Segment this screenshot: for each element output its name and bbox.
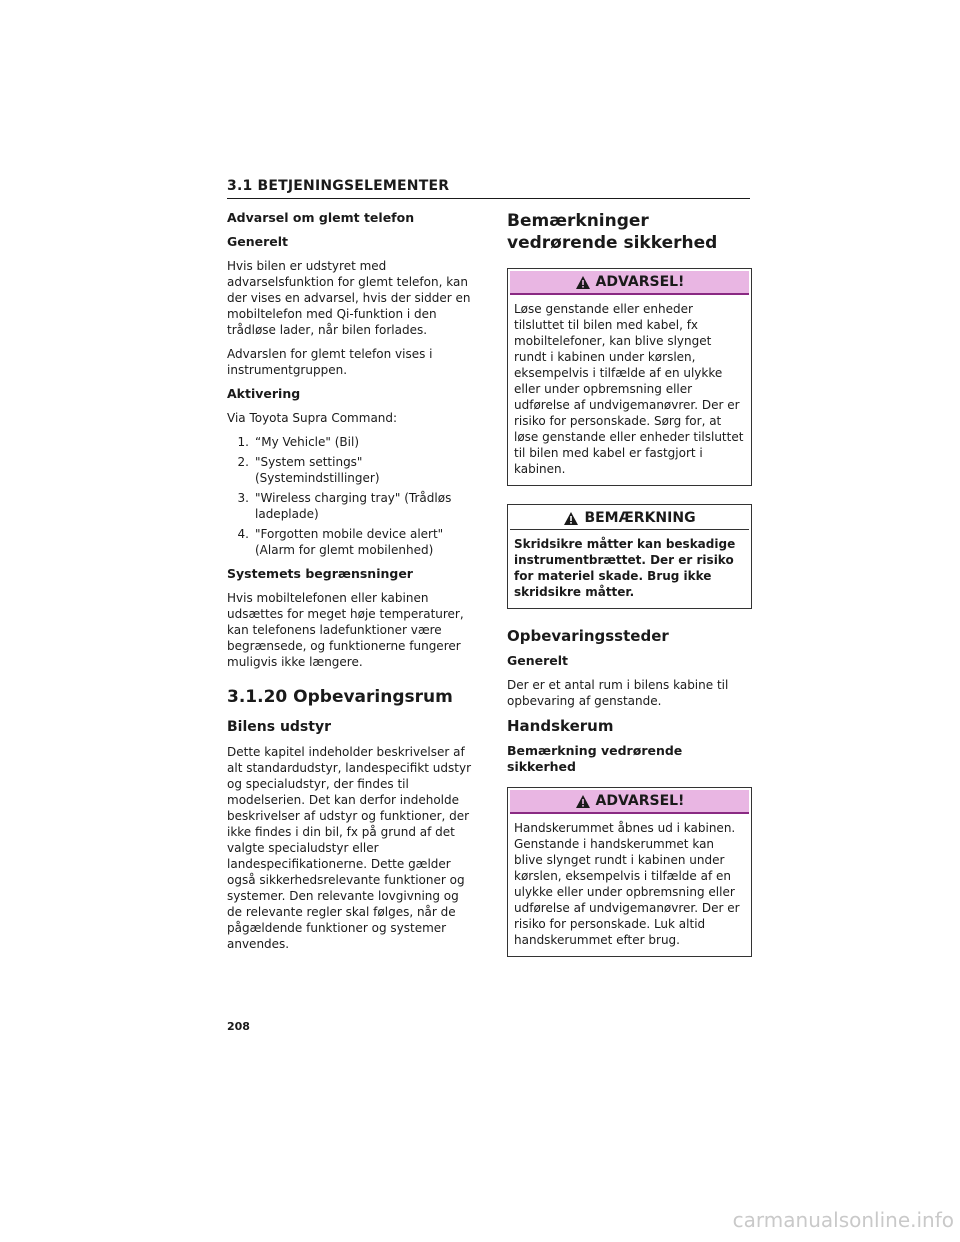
watermark: carmanualsonline.info [732, 1208, 954, 1232]
heading-generelt-right: Generelt [507, 653, 569, 668]
step-text: "Forgotten mobile device alert" (Alarm for glemt mobilenhed) [255, 527, 444, 557]
step-text: "System settings" (Systemindstillinger) [255, 455, 380, 485]
step-number: 2. [237, 455, 249, 469]
warning-title: ADVARSEL! [595, 793, 685, 809]
list-item [227, 490, 477, 522]
notice-title: BEMÆRKNING [584, 510, 696, 526]
page-number: 208 [227, 1020, 250, 1033]
heading-bemaerkning: Bemærkning vedrørende sikkerhed [507, 743, 683, 774]
list-item [227, 454, 477, 486]
step-text: “My Vehicle" (Bil) [255, 435, 359, 449]
paragraph-udstyr: Dette kapitel indeholder beskrivelser af alt standardudstyr, landespecifikt udstyr og specialudstyr, der findes til modelserien. Det kan derfor indeholde beskrivelser af udstyr og funktioner, der ikke findes i din bil, fx på grund af det valgte specialudstyr eller landespecifikationerne. Dette gælder også sikkerhedsrelevante funktioner og systemer. Den relevante lovgivning og de relevante regler skal følges, når de pågældende funktioner og systemer anvendes. [227, 745, 471, 951]
warning-text: Handskerummet åbnes ud i kabinen. Genstande i handskerummet kan blive slynget rundt i kabinen under kørslen, eksempelvis i tilfælde af en ulykke eller under opbremsning eller udførelse af undvigemanøvrer. Der er risiko for personskade. Luk altid handskerummet efter brug. [514, 821, 740, 947]
step-number: 1. [237, 435, 249, 449]
step-number: 4. [237, 527, 249, 541]
list-item [227, 526, 477, 558]
notice-box [507, 504, 752, 609]
paragraph-vises: Advarslen for glemt telefon vises i instrumentgruppen. [227, 347, 433, 377]
paragraph-generelt: Hvis bilen er udstyret med advarselsfunktion for glemt telefon, kan der vises en advarsel, hvis der sidder en mobiltelefon med Qi-funktion i den trådløse lader, når bilen forlades. [227, 259, 471, 337]
warning-box-handskerum [507, 787, 752, 957]
left-column [227, 210, 477, 960]
notice-text: Skridsikre måtter kan beskadige instrumentbrættet. Der er risiko for materiel skade. Brug ikke skridsikre måtter. [514, 537, 736, 599]
list-item [227, 434, 477, 450]
paragraph-via: Via Toyota Supra Command: [227, 411, 398, 425]
step-number: 3. [237, 491, 249, 505]
heading-begraensninger: Systemets begrænsninger [227, 566, 413, 581]
warning-triangle-icon [575, 794, 591, 809]
warning-box [507, 268, 752, 486]
section-header: 3.1 BETJENINGSELEMENTER [227, 178, 750, 199]
heading-sikkerhed: Bemærkninger vedrørende sikkerhed [507, 211, 718, 253]
warning-triangle-icon [575, 275, 591, 290]
steps-list [227, 434, 477, 558]
heading-glemt-telefon: Advarsel om glemt telefon [227, 210, 415, 225]
warning-triangle-icon [563, 511, 579, 526]
heading-udstyr: Bilens udstyr [227, 719, 331, 735]
paragraph-begraensninger: Hvis mobiltelefonen eller kabinen udsættes for meget høje temperaturer, kan telefonens ladefunktioner være begrænsede, og funktionerne fungerer muligvis ikke længere. [227, 591, 464, 669]
warning-header [510, 790, 749, 814]
warning-title: ADVARSEL! [595, 274, 685, 290]
paragraph-generelt-right: Der er et antal rum i bilens kabine til opbevaring af genstande. [507, 678, 729, 708]
step-text: "Wireless charging tray" (Trådløs ladeplade) [255, 491, 452, 521]
warning-text: Løse genstande eller enheder tilsluttet til bilen med kabel, fx mobiltelefoner, kan blive slynget rundt i kabinen under kørslen, eksempelvis i tilfælde af en ulykke eller under opbremsning eller udførelse af undvigemanøvrer. Der er risiko for personskade. Sørg for, at løse genstande eller enheder tilsluttet til bilen med kabel er fastgjort i kabinen. [514, 302, 744, 476]
heading-generelt: Generelt [227, 234, 289, 249]
right-column [507, 210, 752, 975]
heading-opbevaringssteder: Opbevaringssteder [507, 627, 669, 645]
chapter-title: 3.1.20 Opbevaringsrum [227, 687, 453, 707]
heading-handskerum: Handskerum [507, 717, 614, 735]
notice-header [510, 507, 749, 530]
heading-aktivering: Aktivering [227, 386, 301, 401]
warning-header [510, 271, 749, 295]
